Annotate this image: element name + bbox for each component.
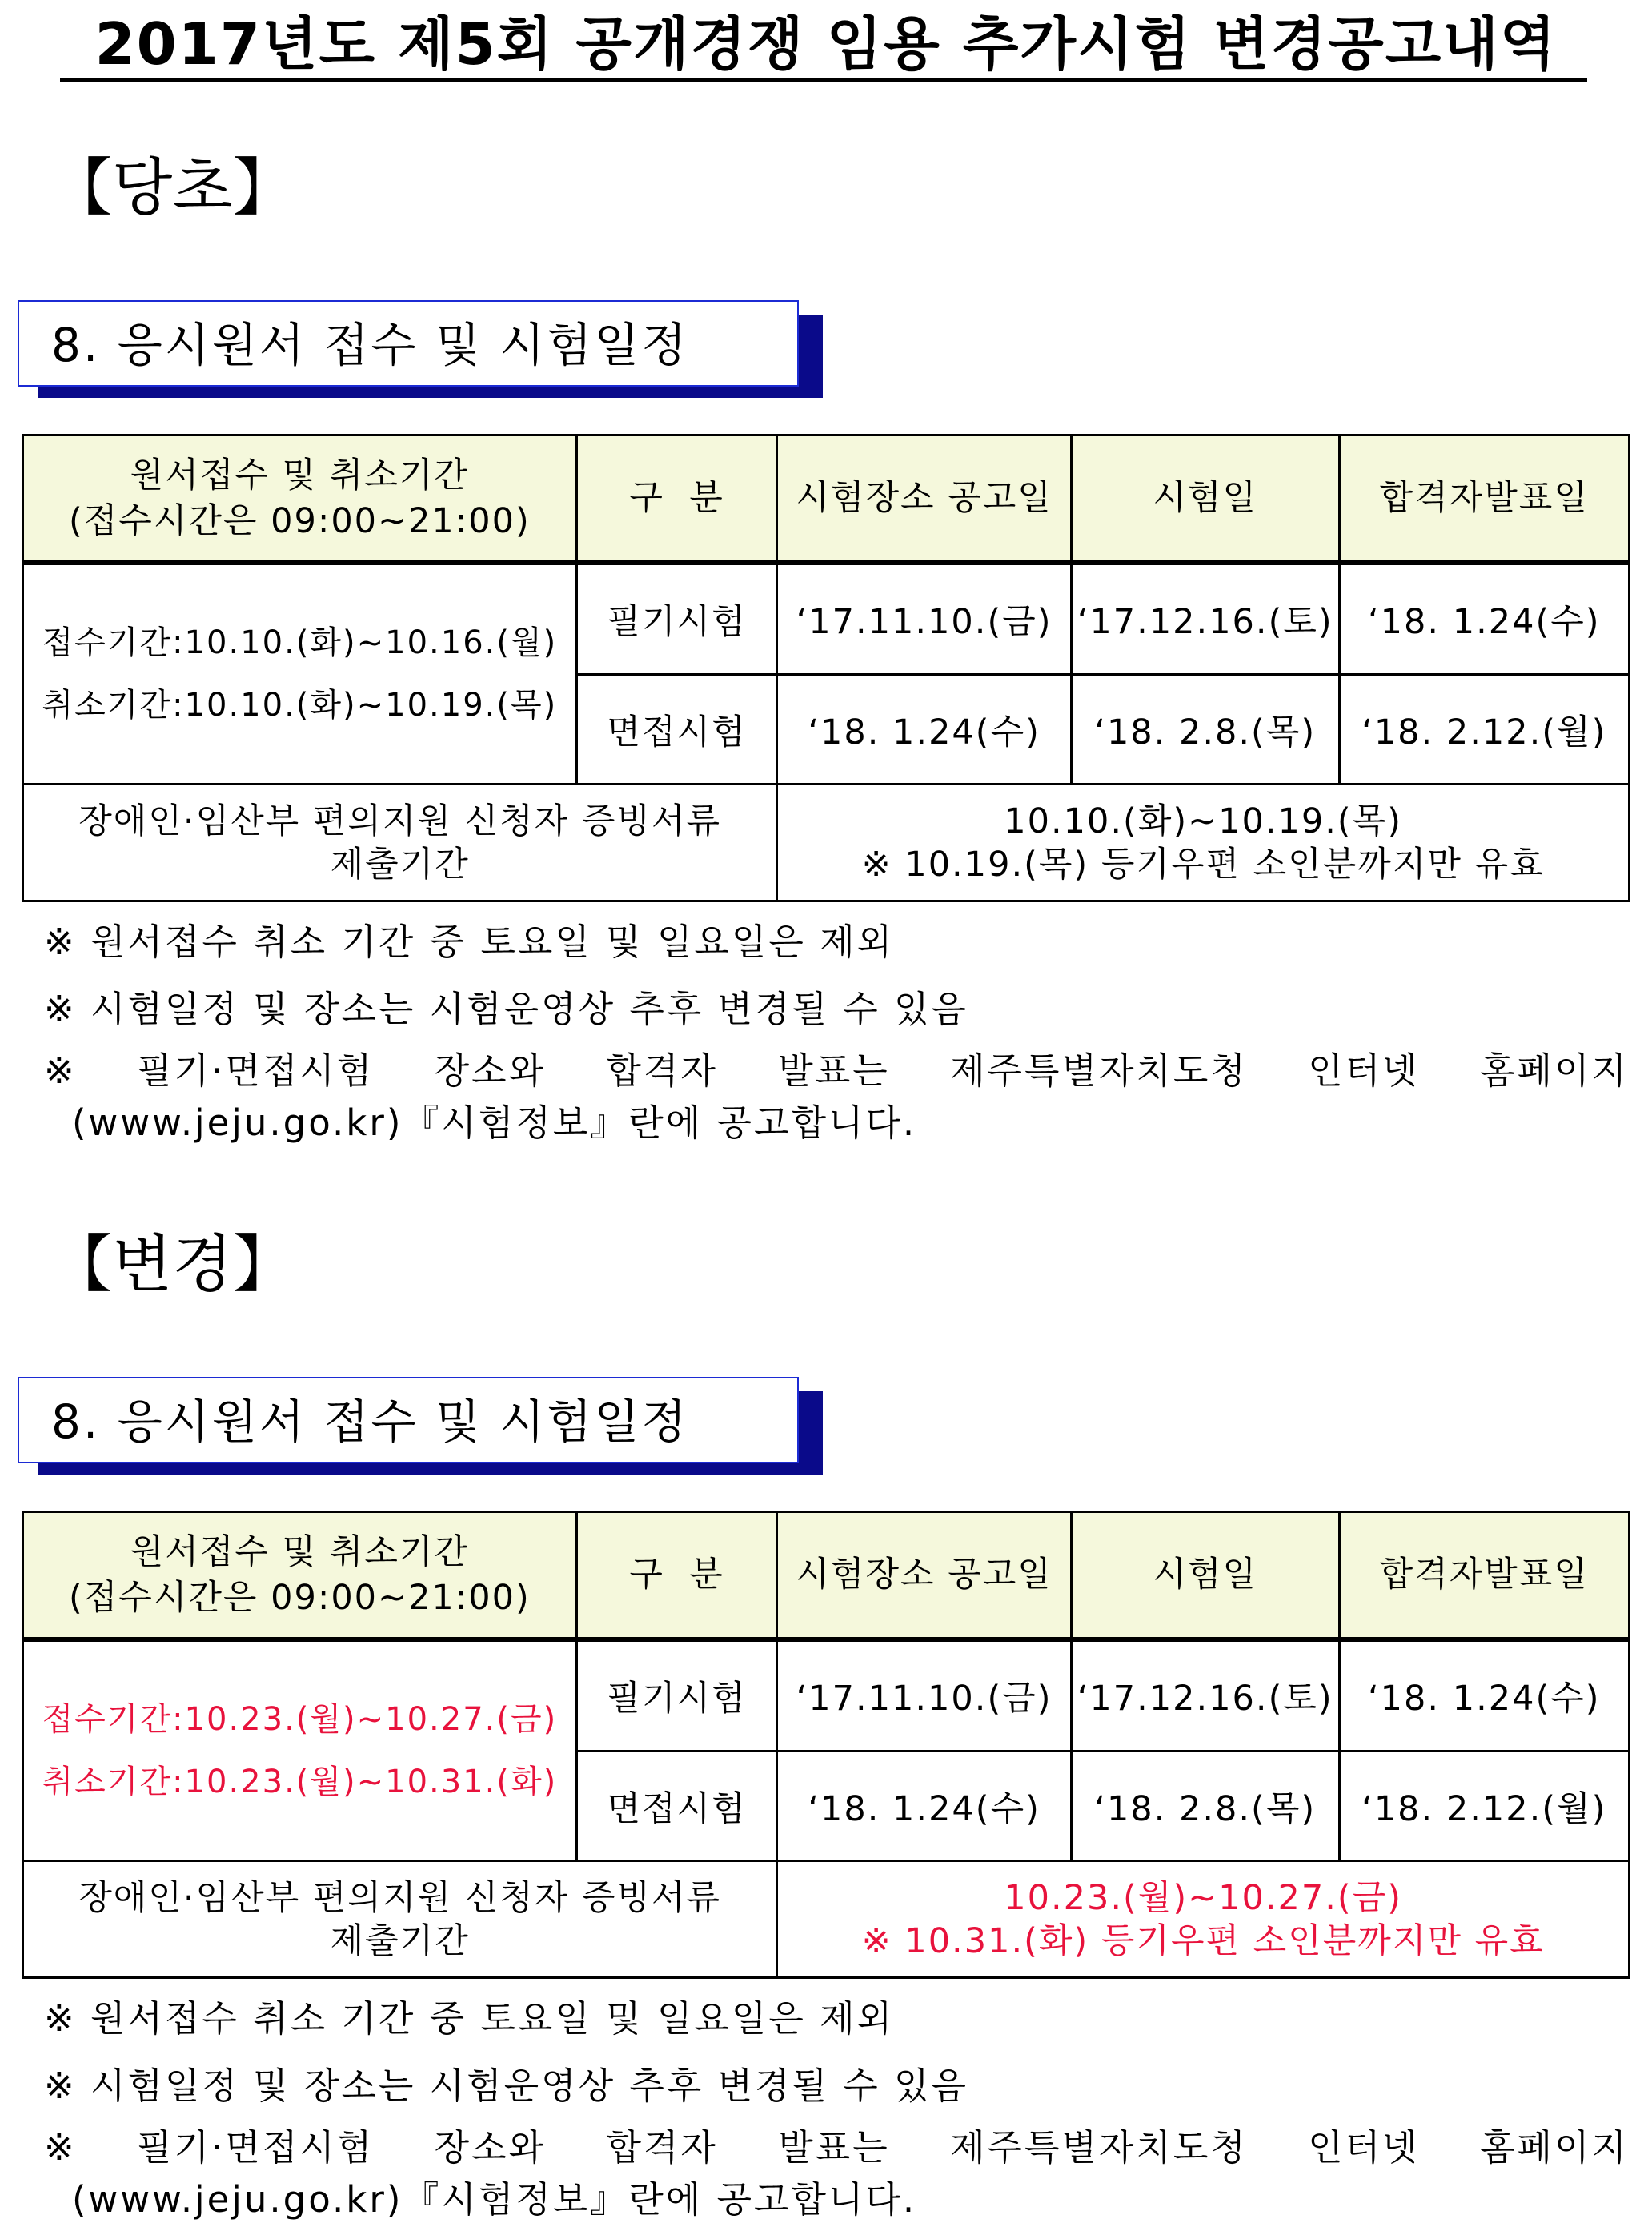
category-interview: 면접시험 [576, 675, 777, 784]
note-announcement: ※ 필기·면접시험 장소와 합격자 발표는 제주특별자치도청 인터넷 홈페이지 [44, 1049, 1629, 1092]
title-underline [60, 78, 1587, 82]
disability-label: 장애인·임산부 편의지원 신청자 증빙서류 제출기간 [23, 784, 777, 901]
header-venue-date: 시험장소 공고일 [777, 1512, 1072, 1639]
header-period: 원서접수 및 취소기간 (접수시간은 09:00~21:00) [23, 1512, 577, 1639]
table-row [23, 564, 1630, 675]
notes-original [44, 909, 1629, 1147]
venue-written: ‘17.11.10.(금) [777, 564, 1072, 675]
page-title: 2017년도 제5회 공개경쟁 임용 추가시험 변경공고내역 [94, 10, 1558, 78]
note-weekend: ※ 원서접수 취소 기간 중 토요일 및 일요일은 제외 [44, 1997, 895, 2040]
venue-written: ‘17.11.10.(금) [777, 1641, 1072, 1751]
table-row [23, 784, 1630, 901]
period-cell [23, 1641, 577, 1861]
section-heading-box-original [18, 300, 802, 390]
period-cell [23, 564, 577, 784]
category-written: 필기시험 [576, 1641, 777, 1751]
note-announcement-url: (www.jeju.go.kr)『시험정보』란에 공고합니다. [72, 2178, 917, 2221]
receipt-period: 접수기간:10.10.(화)~10.16.(월) [42, 624, 558, 661]
note-announcement: ※ 필기·면접시험 장소와 합격자 발표는 제주특별자치도청 인터넷 홈페이지 [44, 2126, 1629, 2169]
header-venue-date: 시험장소 공고일 [777, 435, 1072, 562]
header-exam-date: 시험일 [1071, 1512, 1339, 1639]
schedule-table-changed [22, 1511, 1630, 1979]
cancel-period: 취소기간:10.10.(화)~10.19.(목) [42, 687, 558, 724]
heading-box-title: 8. 응시원서 접수 및 시험일정 [18, 1377, 799, 1463]
table-row [23, 1861, 1630, 1978]
section-label-changed: 【변경】 [50, 1229, 295, 1301]
venue-interview: ‘18. 1.24(수) [777, 1751, 1072, 1861]
disability-value: 10.23.(월)~10.27.(금) ※ 10.31.(화) 등기우편 소인분까지만 유효 [777, 1861, 1630, 1978]
schedule-table-original [22, 434, 1630, 902]
section-label-original: 【당초】 [50, 152, 295, 224]
note-announcement-url: (www.jeju.go.kr)『시험정보』란에 공고합니다. [72, 1101, 917, 1144]
heading-box-title: 8. 응시원서 접수 및 시험일정 [18, 300, 799, 387]
header-period: 원서접수 및 취소기간 (접수시간은 09:00~21:00) [23, 435, 577, 562]
exam-interview: ‘18. 2.8.(목) [1071, 675, 1339, 784]
header-category: 구 분 [576, 435, 777, 562]
venue-interview: ‘18. 1.24(수) [777, 675, 1072, 784]
receipt-period: 접수기간:10.23.(월)~10.27.(금) [42, 1701, 558, 1738]
exam-written: ‘17.12.16.(토) [1071, 1641, 1339, 1751]
section-heading-box-changed [18, 1377, 802, 1467]
result-interview: ‘18. 2.12.(월) [1339, 675, 1629, 784]
table-row [23, 1641, 1630, 1751]
header-category: 구 분 [576, 1512, 777, 1639]
notes-changed [44, 1985, 1629, 2224]
result-written: ‘18. 1.24(수) [1339, 564, 1629, 675]
header-result-date: 합격자발표일 [1339, 1512, 1629, 1639]
note-weekend: ※ 원서접수 취소 기간 중 토요일 및 일요일은 제외 [44, 921, 895, 963]
header-result-date: 합격자발표일 [1339, 435, 1629, 562]
exam-written: ‘17.12.16.(토) [1071, 564, 1339, 675]
exam-interview: ‘18. 2.8.(목) [1071, 1751, 1339, 1861]
cancel-period: 취소기간:10.23.(월)~10.31.(화) [42, 1764, 558, 1800]
table-header-row [23, 1512, 1630, 1639]
category-interview: 면접시험 [576, 1751, 777, 1861]
result-interview: ‘18. 2.12.(월) [1339, 1751, 1629, 1861]
disability-label: 장애인·임산부 편의지원 신청자 증빙서류 제출기간 [23, 1861, 777, 1978]
note-schedule-change: ※ 시험일정 및 장소는 시험운영상 추후 변경될 수 있음 [44, 988, 969, 1030]
category-written: 필기시험 [576, 564, 777, 675]
disability-value: 10.10.(화)~10.19.(목) ※ 10.19.(목) 등기우편 소인분까지만 유효 [777, 784, 1630, 901]
result-written: ‘18. 1.24(수) [1339, 1641, 1629, 1751]
note-schedule-change: ※ 시험일정 및 장소는 시험운영상 추후 변경될 수 있음 [44, 2064, 969, 2107]
table-header-row [23, 435, 1630, 562]
header-exam-date: 시험일 [1071, 435, 1339, 562]
